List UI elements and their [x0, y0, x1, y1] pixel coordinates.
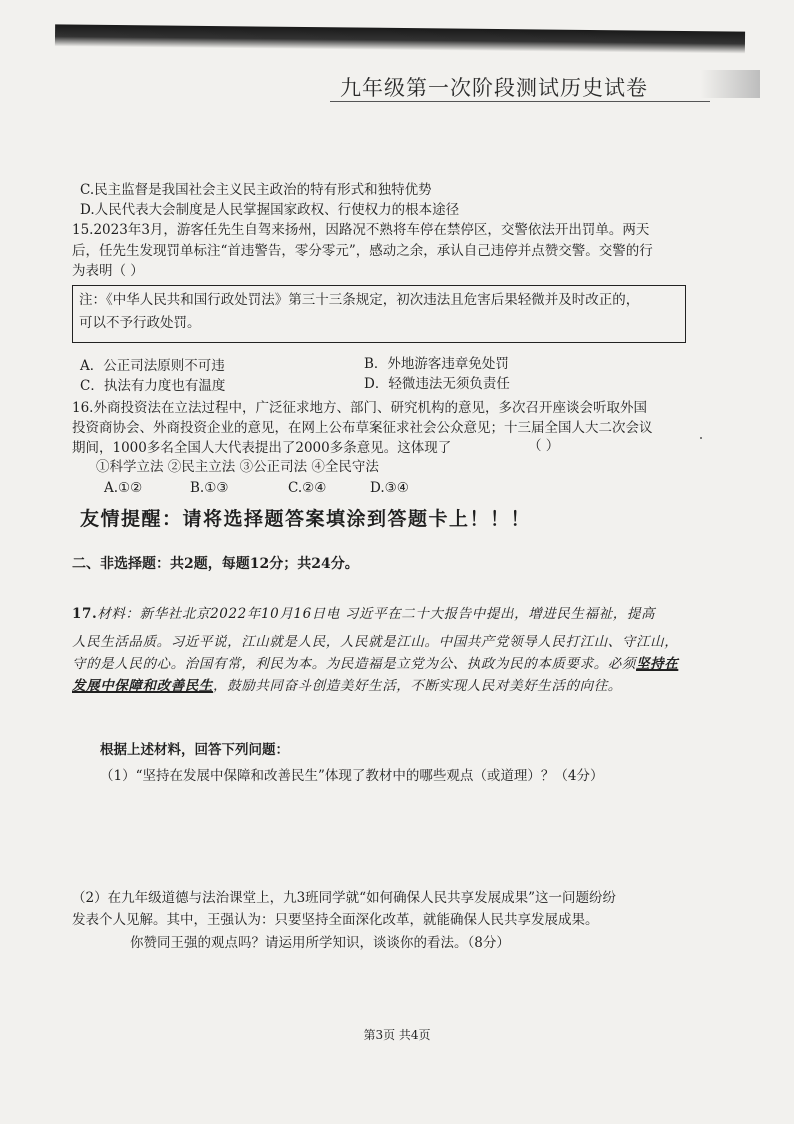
q17-material-text-4: ，鼓励共同奋斗创造美好生活，不断实现人民对美好生活的向往。: [213, 678, 622, 694]
q17-sub-question-2-line-2: 发表个人见解。其中，王强认为：只要坚持全面深化改革，就能确保人民共享发展成果。: [72, 912, 599, 928]
page-footer: 第3页 共4页: [363, 1028, 431, 1042]
q16-option-a: A.①②: [104, 480, 143, 496]
q14-option-c: C.民主监督是我国社会主义民主政治的特有形式和独特优势: [80, 182, 432, 198]
q17-sub-question-1: （1）“坚持在发展中保障和改善民生”体现了教材中的哪些观点（或道理）？（4分）: [100, 768, 604, 784]
q15-note-line-1: 注：《中华人民共和国行政处罚法》第三十三条规定，初次违法且危害后果轻微并及时改正的，: [79, 292, 640, 308]
q16-stem-line-1: 16.外商投资法在立法过程中，广泛征求地方、部门、研究机构的意见，多次召开座谈会听取外国: [72, 400, 647, 416]
scan-shadow-edge: [55, 24, 745, 53]
q16-stem-line-3: 期间，1000多名全国人大代表提出了2000多条意见。这体现了: [72, 440, 452, 456]
q17-number: 17.: [72, 606, 98, 622]
q17-material-text-3: 守的是人民的心。治国有常，利民为本。为民造福是立党为公、执政为民的本质要求。必须: [72, 656, 636, 672]
q15-option-b: B．外地游客违章免处罚: [364, 356, 509, 372]
q16-choice-list: ①科学立法 ②民主立法 ③公正司法 ④全民守法: [96, 459, 379, 475]
q15-option-c: C．执法有力度也有温度: [80, 378, 226, 394]
q17-underlined-phrase-1: 坚持在: [636, 656, 679, 672]
answer-card-reminder: 友情提醒：请将选择题答案填涂到答题卡上！！！: [80, 508, 532, 530]
q15-option-a: A．公正司法原则不可违: [80, 358, 225, 374]
section-2-title: 二、非选择题：共2题，每题12分；共24分。: [72, 556, 359, 572]
q16-option-d: D.③④: [370, 480, 409, 496]
q15-note-line-2: 可以不予行政处罚。: [79, 315, 201, 331]
q17-sub-question-2-line-1: （2）在九年级道德与法治课堂上，九3班同学就“如何确保人民共享发展成果”这一问题纷纷: [72, 890, 616, 906]
q17-material-line-4: [72, 674, 622, 694]
scan-shadow-corner: [700, 70, 760, 98]
q16-answer-bracket: （ ）: [528, 438, 560, 454]
q15-option-d: D．轻微违法无须负责任: [364, 376, 510, 392]
q15-note-box: [72, 285, 686, 343]
q17-material-line-3: [72, 652, 678, 672]
q17-material-text-1: 材料：新华社北京2022年10月16日电 习近平在二十大报告中提出，增进民生福祉，提高: [97, 606, 656, 622]
header-rule: [330, 101, 710, 102]
q16-stem-line-2: 投资商协会、外商投资企业的意见，在网上公布草案征求社会公众意见；十三届全国人大二次会议: [72, 420, 653, 436]
q17-underlined-phrase-2: 发展中保障和改善民生: [72, 678, 213, 694]
q17-material-line-2: 人民生活品质。习近平说，江山就是人民，人民就是江山。中国共产党领导人民打江山、守江山，: [72, 634, 679, 650]
q17-sub-question-2-line-3: 你赞同王强的观点吗？请运用所学知识，谈谈你的看法。（8分）: [130, 935, 510, 951]
q14-option-d: D.人民代表大会制度是人民掌握国家政权、行使权力的根本途径: [80, 202, 460, 218]
q15-stem-line-3: 为表明（ ）: [72, 263, 144, 279]
q16-option-b: B.①③: [190, 480, 229, 496]
q16-option-c: C.②④: [288, 480, 327, 496]
q17-prompt: 根据上述材料，回答下列问题：: [100, 742, 289, 758]
page-header-title: 九年级第一次阶段测试历史试卷: [340, 76, 648, 100]
q17-material-line-1: [72, 602, 655, 622]
q15-stem-line-1: 15.2023年3月，游客任先生自驾来扬州，因路况不熟将车停在禁停区，交警依法开出罚单。两天: [72, 222, 650, 238]
scan-speck: [700, 437, 702, 439]
q15-stem-line-2: 后，任先生发现罚单标注“首违警告，零分零元”，感动之余，承认自己违停并点赞交警。交警的行: [72, 243, 653, 259]
